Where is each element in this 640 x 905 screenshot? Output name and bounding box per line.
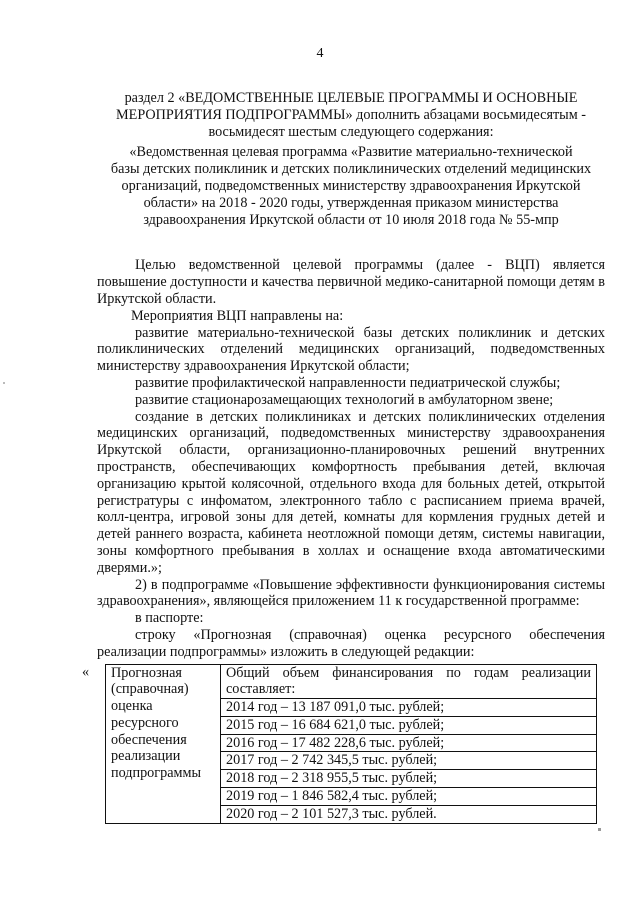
funding-year-line: 2014 год – 13 187 091,0 тыс. рублей; (221, 699, 596, 717)
left-cell-line: Прогнозная (111, 664, 182, 681)
funding-table-wrap (82, 663, 605, 824)
program-title-line: базы детских поликлиник и детских поликлинических отделений медицинских (110, 161, 592, 178)
funding-year-line: 2020 год – 2 101 527,3 тыс. рублей. (226, 805, 437, 822)
program-title (97, 144, 605, 228)
item2-paragraph: 2) в подпрограмме «Повышение эффективности функционирования системы здравоохранения», являющейся приложением 11 к государственной программе: (97, 576, 605, 610)
program-title-line: «Ведомственная целевая программа «Развитие материально-технической (129, 144, 573, 161)
section-intro-line: МЕРОПРИЯТИЯ ПОДПРОГРАММЫ» дополнить абзацами восьмидесятым - (116, 106, 586, 123)
measure-item: развитие материально-технической базы детских поликлиник и детских поликлинических отделений медицинских организаций, подведомственных министерству здравоохранения Иркутской области; (97, 324, 605, 375)
in-passport-line: в паспорте: (135, 610, 204, 627)
funding-year-line: 2019 год – 1 846 582,4 тыс. рублей; (221, 788, 596, 806)
scan-speck (3, 382, 5, 384)
program-title-line: организаций, подведомственных министерству здравоохранения Иркутской (121, 177, 581, 194)
funding-table (105, 664, 597, 824)
measure-item: развитие стационарозамещающих технологий в амбулаторном звене; (135, 391, 554, 408)
scan-speck (598, 828, 601, 831)
section-intro-line: восьмидесят шестым следующего содержания: (208, 123, 494, 140)
goal-paragraph: Целью ведомственной целевой программы (далее - ВЦП) является повышение доступности и качества первичной медико-санитарной помощи детям в Иркутской области. (97, 257, 605, 307)
table-right-cell (221, 664, 597, 823)
section-intro (97, 90, 605, 140)
program-title-line: здравоохранения Иркутской области от 10 июля 2018 года № 55-мпр (143, 211, 559, 228)
funding-year-line: 2016 год – 17 482 228,6 тыс. рублей; (221, 735, 596, 753)
funding-year-line: 2015 год – 16 684 621,0 тыс. рублей; (221, 717, 596, 735)
page-content (82, 90, 605, 824)
table-left-cell (106, 664, 221, 823)
page-number: 4 (316, 46, 324, 61)
section-intro-line: раздел 2 «ВЕДОМСТВЕННЫЕ ЦЕЛЕВЫЕ ПРОГРАММЫ И ОСНОВНЫЕ (124, 90, 578, 106)
row-paragraph: строку «Прогнозная (справочная) оценка ресурсного обеспечения реализации подпрограммы» изложить в следующей редакции: (97, 626, 605, 660)
program-title-line: области» на 2018 - 2020 годы, утвержденная приказом министерства (143, 194, 559, 211)
funding-year-line: 2018 год – 2 318 955,5 тыс. рублей; (221, 770, 596, 788)
funding-header: Общий объем финансирования по годам реализации составляет: (221, 665, 596, 700)
table-row (106, 664, 597, 823)
measure-item: создание в детских поликлиниках и детских поликлинических отделения медицинских организаций, подведомственных министерству здравоохранения Иркутской области, организационно-планировочных решений внутренних пространств, обеспечивающих комфортность пребывания детей, включая организацию крытой колясочной, отдельного входа для больных детей, открытой регистратуры с инфоматом, электронного табло с расписанием приема врачей, колл-центра, игровой зоны для детей, комнаты для кормления грудных детей и детей раннего возраста, кабинета неотложной помощи детям, системы навигации, зоны комфортного пребывания в холлах и оснащение входа автоматическими дверями.»; (97, 408, 605, 576)
left-cell-line: (справочная) (111, 681, 189, 698)
funding-year-line: 2017 год – 2 742 345,5 тыс. рублей; (221, 752, 596, 770)
measure-item: развитие профилактической направленности педиатрической службы; (135, 374, 561, 391)
open-quote: « (82, 663, 90, 680)
left-cell-line: обеспечения (111, 731, 187, 748)
left-cell-line: ресурсного (111, 714, 179, 731)
left-cell-line: реализации (111, 748, 181, 765)
measures-intro: Мероприятия ВЦП направлены на: (131, 307, 344, 324)
left-cell-line: подпрограммы (111, 765, 201, 782)
left-cell-line: оценка (111, 698, 153, 715)
